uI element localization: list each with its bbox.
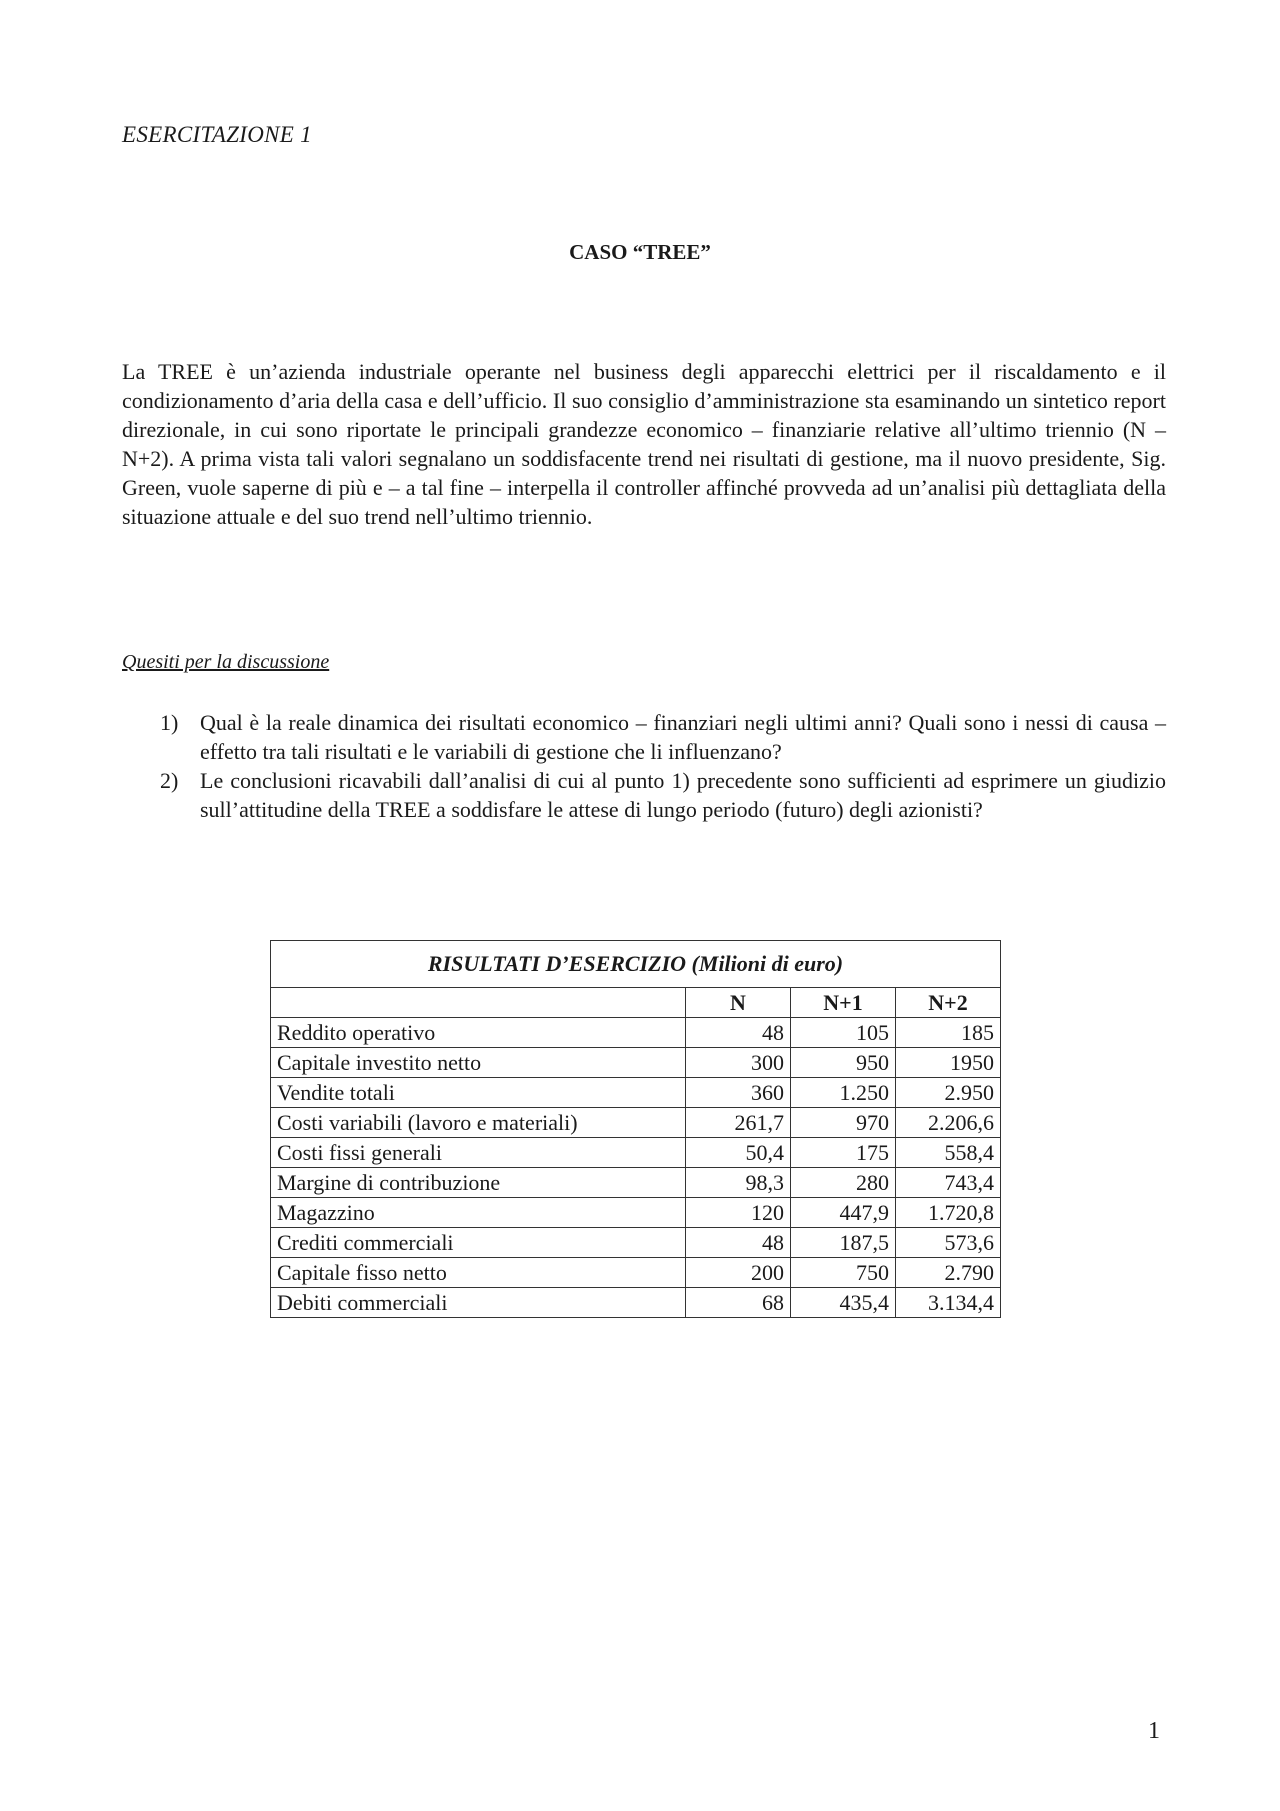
column-header-n2: N+2 (896, 988, 1001, 1018)
row-label: Costi fissi generali (271, 1138, 686, 1168)
table-row (271, 1168, 1001, 1198)
results-table (270, 940, 1001, 1318)
table-cell: 120 (686, 1198, 791, 1228)
table-row (271, 1228, 1001, 1258)
table-cell: 1.720,8 (896, 1198, 1001, 1228)
table-row (271, 1108, 1001, 1138)
table-cell: 360 (686, 1078, 791, 1108)
table-cell: 447,9 (791, 1198, 896, 1228)
table-cell: 105 (791, 1018, 896, 1048)
table-row (271, 1048, 1001, 1078)
table-cell: 300 (686, 1048, 791, 1078)
table-cell: 573,6 (896, 1228, 1001, 1258)
table-cell: 750 (791, 1258, 896, 1288)
table-cell: 261,7 (686, 1108, 791, 1138)
table-caption-row (271, 941, 1001, 988)
table-cell: 50,4 (686, 1138, 791, 1168)
case-title: CASO “TREE” (569, 240, 711, 264)
row-label: Margine di contribuzione (271, 1168, 686, 1198)
exercise-label: ESERCITAZIONE 1 (122, 122, 312, 147)
question-number: 2) (160, 768, 179, 793)
table-cell: 280 (791, 1168, 896, 1198)
table-cell: 3.134,4 (896, 1288, 1001, 1318)
row-label: Crediti commerciali (271, 1228, 686, 1258)
intro-paragraph: La TREE è un’azienda industriale operante nel business degli apparecchi elettrici per il riscaldamento e il condizionamento d’aria della casa e dell’ufficio. Il suo consiglio d’amministrazione sta esaminando un sintetico report direzionale, in cui sono riportate le principali grandezze economico – finanziarie relative all’ultimo triennio (N – N+2). A prima vista tali valori segnalano un soddisfacente trend nei risultati di gestione, ma il nuovo presidente, Sig. Green, vuole saperne di più e – a tal fine – interpella il controller affinché provveda ad un’analisi più dettagliata della situazione attuale e del suo trend nell’ultimo triennio. (122, 359, 1166, 529)
question-item (122, 708, 1166, 766)
table-header-empty (271, 988, 686, 1018)
column-header-n1: N+1 (791, 988, 896, 1018)
table-row (271, 1078, 1001, 1108)
table-cell: 185 (896, 1018, 1001, 1048)
table-cell: 68 (686, 1288, 791, 1318)
table-cell: 187,5 (791, 1228, 896, 1258)
row-label: Capitale investito netto (271, 1048, 686, 1078)
row-label: Vendite totali (271, 1078, 686, 1108)
table-cell: 98,3 (686, 1168, 791, 1198)
table-cell: 48 (686, 1228, 791, 1258)
table-cell: 743,4 (896, 1168, 1001, 1198)
row-label: Capitale fisso netto (271, 1258, 686, 1288)
table-cell: 2.950 (896, 1078, 1001, 1108)
column-header-n: N (686, 988, 791, 1018)
table-cell: 200 (686, 1258, 791, 1288)
table-cell: 2.790 (896, 1258, 1001, 1288)
table-cell: 1950 (896, 1048, 1001, 1078)
questions-list (122, 708, 1166, 824)
page-number: 1 (1148, 1718, 1160, 1744)
row-label: Magazzino (271, 1198, 686, 1228)
table-header-row (271, 988, 1001, 1018)
table-cell: 175 (791, 1138, 896, 1168)
table-cell: 950 (791, 1048, 896, 1078)
table-cell: 970 (791, 1108, 896, 1138)
question-item (122, 766, 1166, 824)
row-label: Reddito operativo (271, 1018, 686, 1048)
table-caption: RISULTATI D’ESERCIZIO (Milioni di euro) (271, 941, 1001, 988)
table-row (271, 1138, 1001, 1168)
row-label: Debiti commerciali (271, 1288, 686, 1318)
table-cell: 558,4 (896, 1138, 1001, 1168)
table-row (271, 1018, 1001, 1048)
table-row (271, 1198, 1001, 1228)
questions-heading: Quesiti per la discussione (122, 651, 330, 673)
question-text: Le conclusioni ricavabili dall’analisi di cui al punto 1) precedente sono sufficienti ad esprimere un giudizio sull’attitudine della TREE a soddisfare le attese di lungo periodo (futuro) degli azionisti? (200, 768, 1166, 822)
table-row (271, 1258, 1001, 1288)
table-cell: 2.206,6 (896, 1108, 1001, 1138)
table-cell: 1.250 (791, 1078, 896, 1108)
table-cell: 48 (686, 1018, 791, 1048)
question-text: Qual è la reale dinamica dei risultati economico – finanziari negli ultimi anni? Quali sono i nessi di causa – effetto tra tali risultati e le variabili di gestione che li influenzano? (200, 710, 1166, 764)
row-label: Costi variabili (lavoro e materiali) (271, 1108, 686, 1138)
table-cell: 435,4 (791, 1288, 896, 1318)
table-row (271, 1288, 1001, 1318)
question-number: 1) (160, 710, 179, 735)
